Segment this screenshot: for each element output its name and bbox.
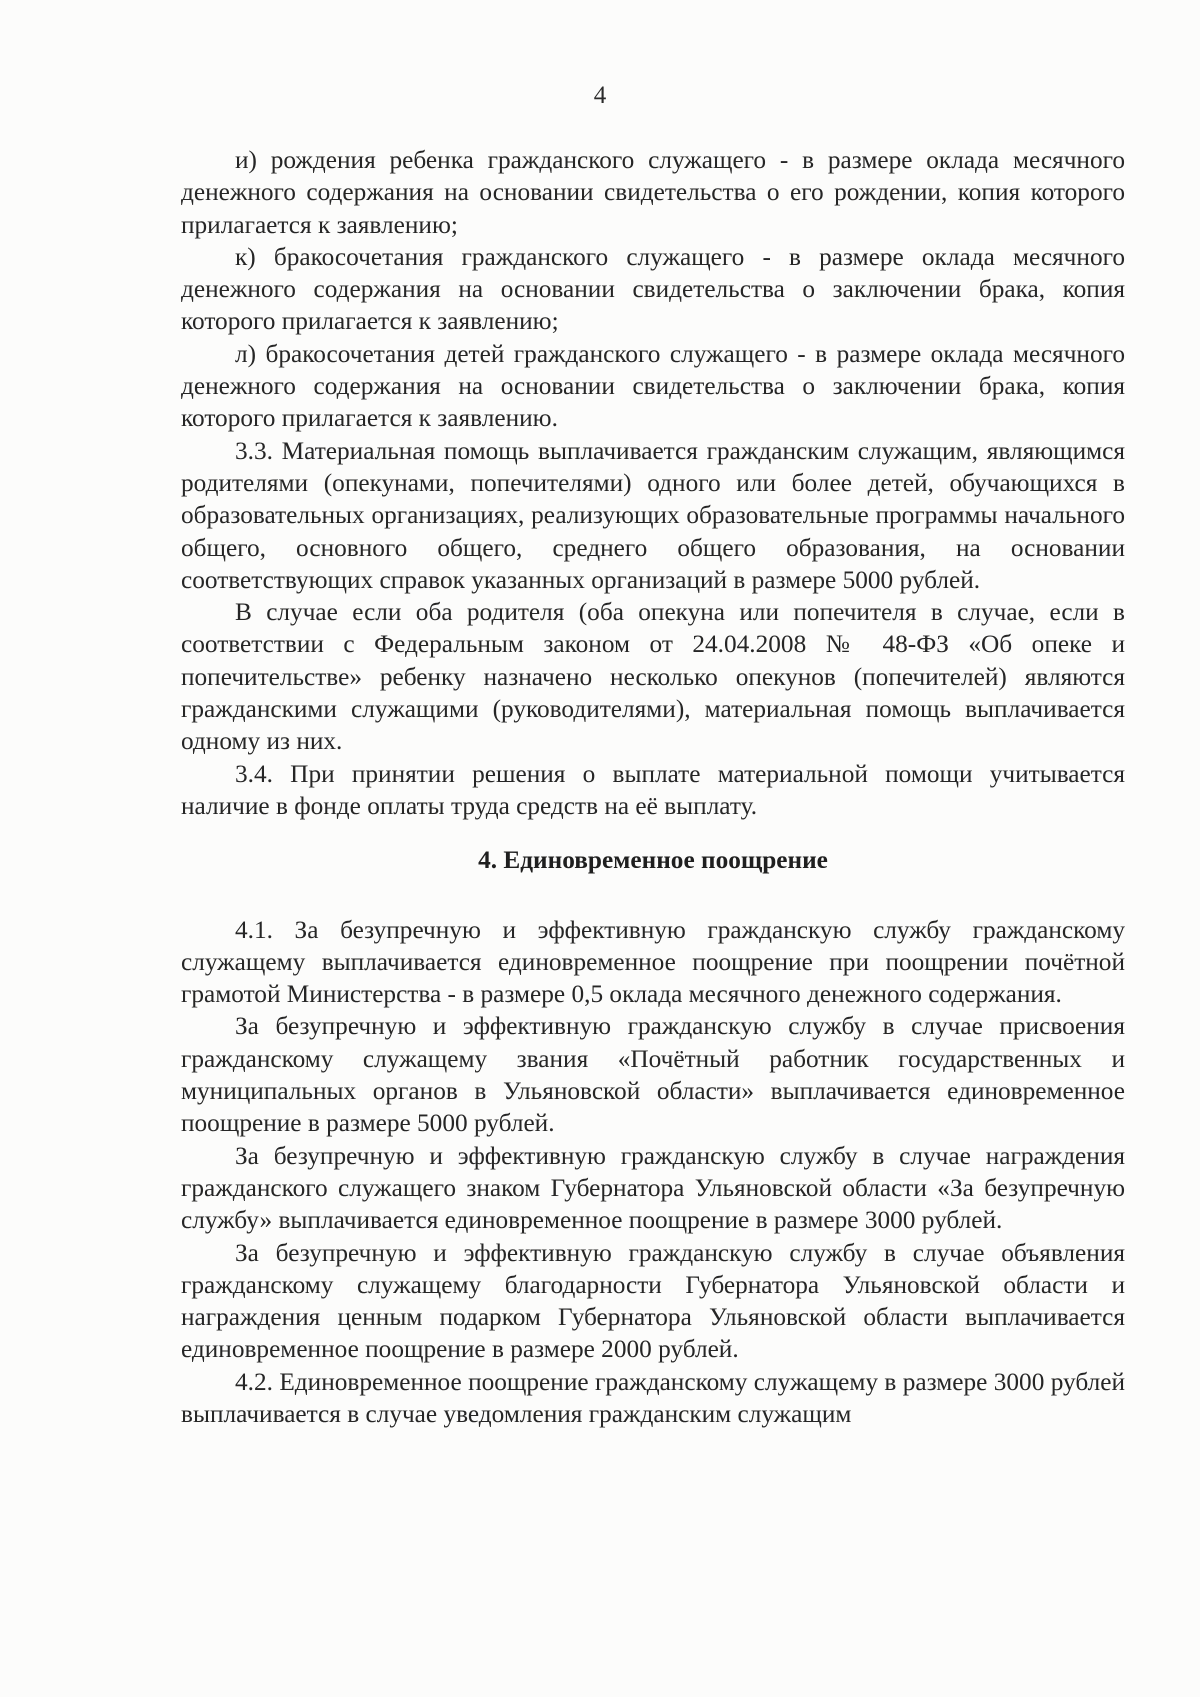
section-heading: 4. Единовременное поощрение bbox=[478, 846, 828, 875]
paragraph-governor-badge: За безупречную и эффективную гражданскую службу в случае награждения гражданского служащего знаком Губернатора Ульяновской области «За безупречную службу» выплачивается единовременное поощрение в размере 3000 рублей. bbox=[181, 1141, 1125, 1235]
paragraph-4-1-honor-certificate: 4.1. За безупречную и эффективную гражданскую службу гражданскому служащему выплачивается единовременное поощрение при поощрении почётной грамотой Министерства - в размере 0,5 оклада месячного денежного содержания. bbox=[181, 915, 1125, 1009]
document-body bbox=[181, 144, 1125, 1430]
paragraph-both-parents-case: В случае если оба родителя (оба опекуна или попечителя в случае, если в соответствии с Федеральным законом от 24.04.2008 № 48-ФЗ «Об опеке и попечительстве» ребенку назначено несколько опекунов (попечителей) являются гражданскими служащими (руководителями), материальная помощь выплачивается одному из них. bbox=[181, 598, 1125, 756]
paragraph-governor-gratitude: За безупречную и эффективную гражданскую службу в случае объявления гражданскому служащему благодарности Губернатора Ульяновской области и награждения ценным подарком Губернатора Ульяновской области выплачивается единовременное поощрение в размере 2000 рублей. bbox=[181, 1238, 1125, 1364]
paragraph-4-2-notification: 4.2. Единовременное поощрение гражданскому служащему в размере 3000 рублей выплачивается в случае уведомления гражданским служащим bbox=[181, 1367, 1125, 1428]
paragraph-marriage-of-employee: к) бракосочетания гражданского служащего - в размере оклада месячного денежного содержания на основании свидетельства о заключении брака, копия которого прилагается к заявлению; bbox=[181, 242, 1125, 336]
page-number: 4 bbox=[593, 82, 607, 109]
paragraph-3-4-payroll-fund: 3.4. При принятии решения о выплате материальной помощи учитывается наличие в фонде оплаты труда средств на её выплату. bbox=[181, 759, 1125, 820]
paragraph-birth-of-child: и) рождения ребенка гражданского служащего - в размере оклада месячного денежного содержания на основании свидетельства о его рождении, копия которого прилагается к заявлению; bbox=[181, 146, 1125, 239]
paragraph-honorary-worker-title: За безупречную и эффективную гражданскую службу в случае присвоения гражданскому служащему звания «Почётный работник государственных и муниципальных органов в Ульяновской области» выплачивается единовременное поощрение в размере 5000 рублей. bbox=[181, 1012, 1125, 1138]
paragraph-3-3-financial-aid: 3.3. Материальная помощь выплачивается гражданским служащим, являющимся родителями (опекунами, попечителями) одного или более детей, обучающихся в образовательных организациях, реализующих образовательные программы начального общего, основного общего, среднего общего образования, на основании соответствующих справок указанных организаций в размере 5000 рублей. bbox=[181, 436, 1125, 594]
paragraph-marriage-of-children: л) бракосочетания детей гражданского служащего - в размере оклада месячного денежного содержания на основании свидетельства о заключении брака, копия которого прилагается к заявлению. bbox=[181, 339, 1125, 433]
